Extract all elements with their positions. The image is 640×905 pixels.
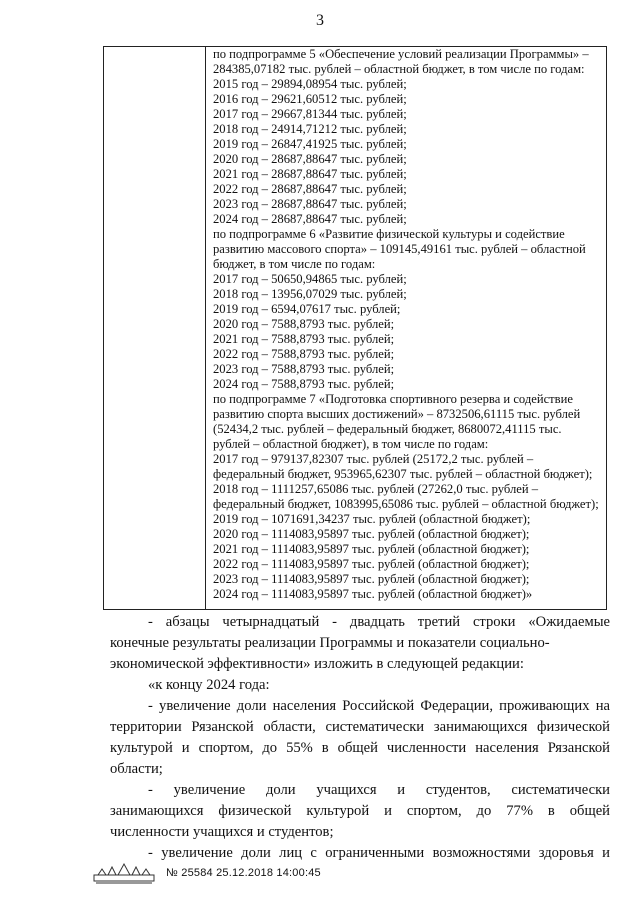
registration-number: № 25584 25.12.2018 14:00:45 [166, 867, 321, 879]
table-line: 2017 год – 979137,82307 тыс. рублей (25172,2 тыс. рублей – [213, 452, 534, 466]
table-line: 2022 год – 7588,8793 тыс. рублей; [213, 347, 395, 361]
table-line: 2023 год – 28687,88647 тыс. рублей; [213, 197, 407, 211]
paragraph-abzatsy [110, 612, 610, 675]
table-line: 2024 год – 1114083,95897 тыс. рублей (областной бюджет)» [213, 587, 533, 601]
table-line: федеральный бюджет, 1083995,65086 тыс. рублей – областной бюджет); [213, 497, 599, 511]
table-right-cell [213, 47, 605, 602]
text-line: численности учащихся и студентов; [110, 824, 334, 840]
text-line: - увеличение доли населения Российской Федерации, проживающих на [148, 698, 610, 714]
table-line: 2024 год – 28687,88647 тыс. рублей; [213, 212, 407, 226]
table-line: 2020 год – 7588,8793 тыс. рублей; [213, 317, 395, 331]
table-line: 2024 год – 7588,8793 тыс. рублей; [213, 377, 395, 391]
table-line: федеральный бюджет, 953965,62307 тыс. рублей – областной бюджет); [213, 467, 593, 481]
registration-footer [92, 860, 392, 886]
text-line: конечные результаты реализации Программы и показатели социально- [110, 635, 550, 651]
table-line: 2022 год – 1114083,95897 тыс. рублей (областной бюджет); [213, 557, 530, 571]
table-line: 2018 год – 1111257,65086 тыс. рублей (27262,0 тыс. рублей – [213, 482, 539, 496]
paragraph-dolya-naseleniya [110, 696, 610, 780]
text-line: «к концу 2024 года: [148, 677, 270, 693]
table-column-divider [205, 46, 206, 610]
table-line: бюджет, в том числе по годам: [213, 257, 376, 271]
table-line: по подпрограмме 5 «Обеспечение условий реализации Программы» – [213, 47, 589, 61]
table-line: 2021 год – 1114083,95897 тыс. рублей (областной бюджет); [213, 542, 530, 556]
table-line: 284385,07182 тыс. рублей – областной бюджет, в том числе по годам: [213, 62, 585, 76]
body-text [110, 612, 610, 864]
table-line: 2017 год – 50650,94865 тыс. рублей; [213, 272, 407, 286]
table-line: 2022 год – 28687,88647 тыс. рублей; [213, 182, 407, 196]
text-line: - абзацы четырнадцатый - двадцать третий строки «Ожидаемые [148, 614, 610, 630]
table-line: 2020 год – 28687,88647 тыс. рублей; [213, 152, 407, 166]
text-line: занимающихся физической культурой и спортом, до 77% в общей [110, 803, 610, 819]
table-line: 2021 год – 7588,8793 тыс. рублей; [213, 332, 395, 346]
table-line: 2016 год – 29621,60512 тыс. рублей; [213, 92, 407, 106]
table-line: 2021 год – 28687,88647 тыс. рублей; [213, 167, 407, 181]
table-line: 2017 год – 29667,81344 тыс. рублей; [213, 107, 407, 121]
table-line: по подпрограмме 6 «Развитие физической культуры и содействие [213, 227, 565, 241]
table-line: развитию спорта высших достижений» – 8732506,61115 тыс. рублей [213, 407, 581, 421]
table-line: 2019 год – 1071691,34237 тыс. рублей (областной бюджет); [213, 512, 531, 526]
paragraph-k-kontsu [110, 675, 610, 696]
table-line: рублей – областной бюджет), в том числе по годам: [213, 437, 489, 451]
table-line: 2023 год – 1114083,95897 тыс. рублей (областной бюджет); [213, 572, 530, 586]
text-line: культурой и спортом, до 55% в общей численности населения Рязанской [110, 740, 610, 756]
table-line: 2018 год – 13956,07029 тыс. рублей; [213, 287, 407, 301]
table-line: развитию массового спорта» – 109145,49161 тыс. рублей – областной [213, 242, 586, 256]
page-number: 3 [316, 12, 324, 29]
text-line: экономической эффективности» изложить в следующей редакции: [110, 656, 524, 672]
table-line: (52434,2 тыс. рублей – федеральный бюджет, 8680072,41115 тыс. [213, 422, 562, 436]
registry-stamp-icon [92, 861, 156, 885]
text-line: территории Рязанской области, систематически занимающихся физической [110, 719, 610, 735]
text-line: - увеличение доли учащихся и студентов, систематически [148, 782, 610, 798]
table-line: 2019 год – 6594,07617 тыс. рублей; [213, 302, 401, 316]
paragraph-dolya-uchashchikhsya [110, 780, 610, 843]
table-line: по подпрограмме 7 «Подготовка спортивного резерва и содействие [213, 392, 573, 406]
table-line: 2020 год – 1114083,95897 тыс. рублей (областной бюджет); [213, 527, 530, 541]
table-line: 2023 год – 7588,8793 тыс. рублей; [213, 362, 395, 376]
table-line: 2018 год – 24914,71212 тыс. рублей; [213, 122, 407, 136]
table-line: 2019 год – 26847,41925 тыс. рублей; [213, 137, 407, 151]
text-line: - увеличение доли лиц с ограниченными возможностями здоровья и [148, 845, 610, 861]
text-line: области; [110, 761, 163, 777]
table-line: 2015 год – 29894,08954 тыс. рублей; [213, 77, 407, 91]
